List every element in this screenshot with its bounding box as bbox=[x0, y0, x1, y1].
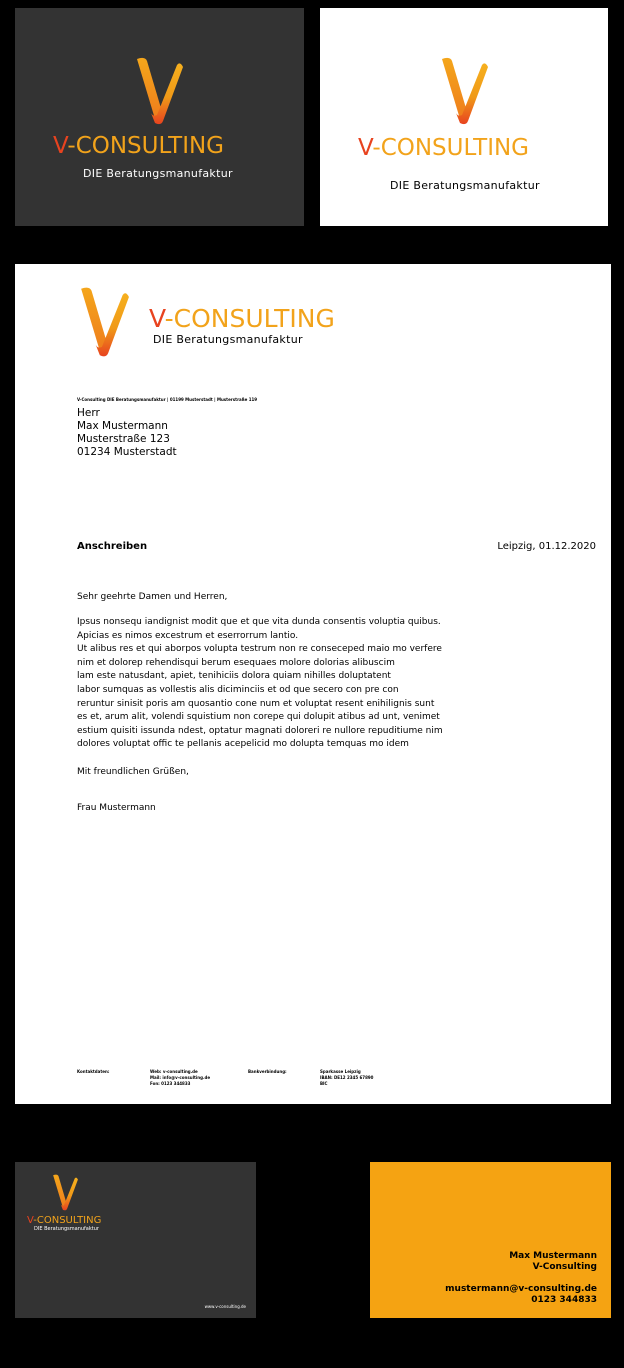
recipient-line: Musterstraße 123 bbox=[77, 433, 170, 445]
footer-bank bbox=[320, 1069, 373, 1087]
footer-contact-line: Mail: info@v-consulting.de bbox=[150, 1075, 211, 1080]
brand-v: V bbox=[53, 133, 68, 159]
body-line: Apicias es nimos excestrum et eserrorrum lantio. bbox=[77, 630, 299, 641]
card-contact bbox=[445, 1251, 597, 1306]
brand-name bbox=[53, 132, 224, 160]
v-logo-icon bbox=[77, 286, 131, 360]
recipient-line: Herr bbox=[77, 407, 100, 419]
footer-bank-line: BIC bbox=[320, 1081, 328, 1086]
brand-v: V bbox=[358, 135, 373, 161]
brand-tagline: DIE Beratungsmanufaktur bbox=[390, 179, 540, 192]
brand-v: V bbox=[149, 304, 165, 333]
body-line: Ipsus nonsequ iandignist modit que et que vita dunda consentis voluptia quibus. bbox=[77, 617, 441, 627]
brand-rest: -CONSULTING bbox=[33, 1215, 102, 1226]
body-line: nim et dolorep rehendisqui berum esequaes molore dolorias alibuscim bbox=[77, 657, 395, 668]
logo-card-dark bbox=[15, 8, 304, 226]
footer-contact bbox=[150, 1069, 210, 1087]
brand-tagline: DIE Beratungsmanufaktur bbox=[153, 333, 303, 346]
card-company: V-Consulting bbox=[532, 1262, 597, 1272]
body-line: reruntur sinisit poris am quosantio cone num et voluptat resent enihilignis sunt bbox=[77, 698, 435, 709]
recipient-line: Max Mustermann bbox=[77, 420, 168, 432]
brand-rest: -CONSULTING bbox=[164, 304, 335, 333]
brand-rest: -CONSULTING bbox=[372, 135, 529, 161]
v-logo-icon bbox=[133, 56, 185, 128]
body-line: es et, arum alit, volendi squistium non corepe qui dolupit atibus ad unt, venimet bbox=[77, 712, 440, 723]
body-line: labor sumquas as vollestis alis diciminciis et od que secero con pre con bbox=[77, 684, 399, 695]
card-email[interactable]: mustermann@v-consulting.de bbox=[445, 1284, 597, 1294]
card-phone: 0123 344833 bbox=[531, 1295, 597, 1305]
sender-line: V-Consulting DIE Beratungsmanufaktur | 01199 Musterstadt | Musterstraße 119 bbox=[77, 397, 258, 402]
letter-body bbox=[77, 616, 443, 752]
footer-bank-label: Bankverbindung: bbox=[248, 1069, 287, 1074]
brand-tagline: DIE Beratungsmanufaktur bbox=[83, 167, 233, 180]
body-line: lam este natusdant, apiet, tenihiciis dolora quiam nihilles doluptatent bbox=[77, 671, 391, 682]
card-name: Max Mustermann bbox=[509, 1251, 597, 1261]
footer-contact-line: Web: v-consulting.de bbox=[150, 1069, 198, 1074]
body-line: Ut alibus res et qui aborpos volupta testrum non re conseceped maio mo verfere bbox=[77, 644, 442, 655]
brand-tagline: DIE Beratungsmanufaktur bbox=[34, 1226, 99, 1232]
card-website: www.v-consulting.de bbox=[204, 1304, 246, 1309]
recipient-line: 01234 Musterstadt bbox=[77, 446, 177, 458]
letter-salutation: Sehr geehrte Damen und Herren, bbox=[77, 592, 228, 602]
recipient-address bbox=[77, 407, 177, 459]
footer-contact-label: Kontaktdaten: bbox=[77, 1069, 110, 1074]
v-logo-icon bbox=[51, 1174, 79, 1212]
footer-bank-line: IBAN: DE12 2345 67890 bbox=[320, 1075, 374, 1080]
letter-date: Leipzig, 01.12.2020 bbox=[497, 541, 596, 552]
letter-closing: Mit freundlichen Grüßen, bbox=[77, 767, 189, 777]
business-card-back bbox=[15, 1162, 256, 1318]
business-card-front bbox=[370, 1162, 611, 1318]
letter-signature: Frau Mustermann bbox=[77, 803, 156, 813]
brand-v: V bbox=[27, 1215, 34, 1226]
body-line: estium quisiti issunda ndest, optatur magnati doloreri re nullore repuditiume nim bbox=[77, 725, 443, 736]
brand-name bbox=[358, 134, 529, 162]
letterhead-page bbox=[15, 264, 611, 1104]
v-logo-icon bbox=[438, 56, 490, 128]
body-line: dolores voluptat offic te pellanis acepelicid mo dolupta temquas mo idem bbox=[77, 739, 409, 750]
brand-name bbox=[149, 304, 335, 334]
footer-bank-line: Sparkasse Leipzig bbox=[320, 1069, 361, 1074]
brand-rest: -CONSULTING bbox=[67, 133, 224, 159]
logo-card-light bbox=[320, 8, 608, 226]
footer-contact-line: Fon: 0123 344833 bbox=[150, 1081, 191, 1086]
letter-subject: Anschreiben bbox=[77, 541, 148, 552]
